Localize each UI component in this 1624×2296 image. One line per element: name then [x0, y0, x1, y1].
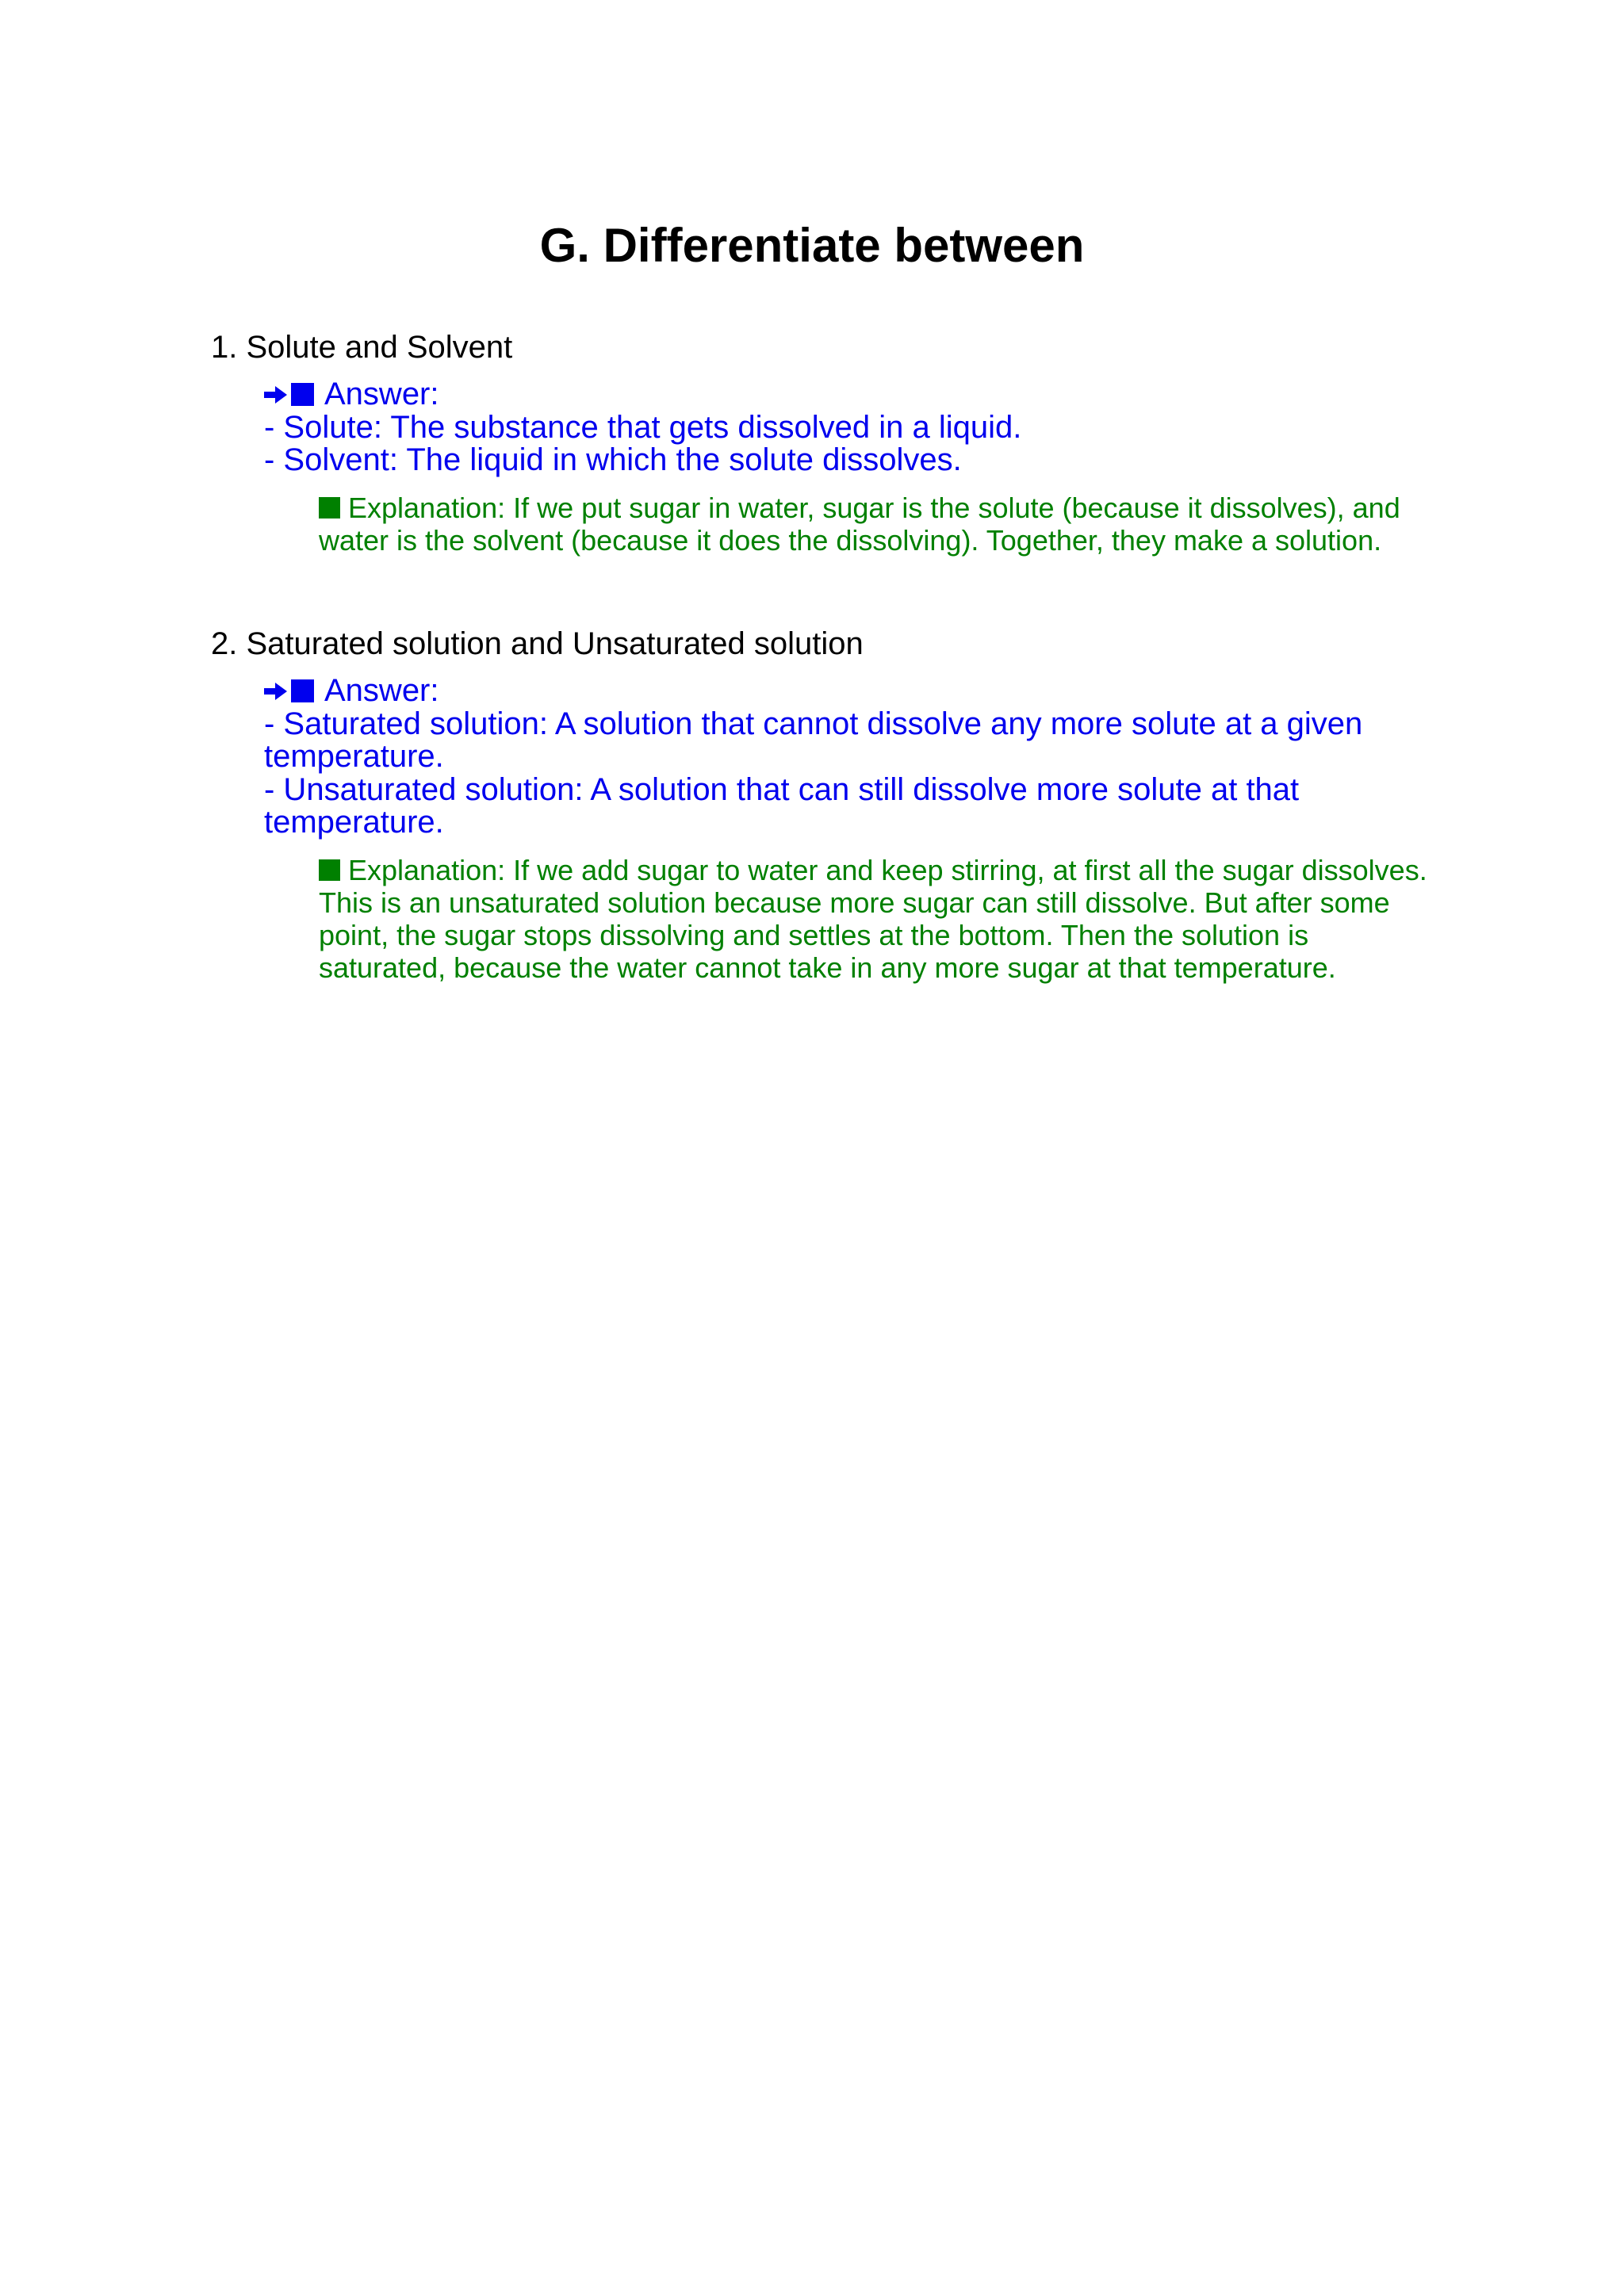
arrow-right-icon [264, 385, 288, 404]
answer-line: - Unsaturated solution: A solution that can still dissolve more solute at that temperature. [264, 771, 1300, 840]
answer-header [264, 675, 1448, 708]
explanation-text: Explanation: If we put sugar in water, sugar is the solute (because it dissolves), and water is the solvent (because it does the dissolving). Together, they make a solution. [319, 491, 1400, 557]
page-title: G. Differentiate between [539, 219, 1085, 272]
explanation-block [319, 492, 1429, 557]
question-heading: 2. Saturated solution and Unsaturated solution [211, 626, 864, 661]
answer-label: Answer: [324, 377, 439, 411]
square-icon [291, 383, 314, 406]
explanation-block [319, 854, 1429, 984]
square-icon [319, 859, 340, 881]
arrow-right-icon [264, 682, 288, 701]
question-heading: 1. Solute and Solvent [211, 330, 513, 365]
question-2 [211, 625, 1448, 984]
question-1 [211, 328, 1448, 557]
explanation-text: Explanation: If we add sugar to water and keep stirring, at first all the sugar dissolves. This is an unsaturated solution because more sugar can still dissolve. But after some point, the sugar stops dissolving and settles at the bottom. Then the solution is saturated, because the water cannot take in any more sugar at that temperature. [319, 853, 1427, 984]
square-icon [319, 497, 340, 519]
answer-header [264, 378, 1448, 411]
answer-block [264, 675, 1448, 840]
answer-block [264, 378, 1448, 477]
answer-label: Answer: [324, 673, 439, 708]
answer-line: - Solvent: The liquid in which the solute dissolves. [264, 442, 962, 477]
answer-line: - Saturated solution: A solution that cannot dissolve any more solute at a given temperature. [264, 706, 1363, 774]
answer-line: - Solute: The substance that gets dissolved in a liquid. [264, 409, 1022, 445]
square-icon [291, 679, 314, 702]
